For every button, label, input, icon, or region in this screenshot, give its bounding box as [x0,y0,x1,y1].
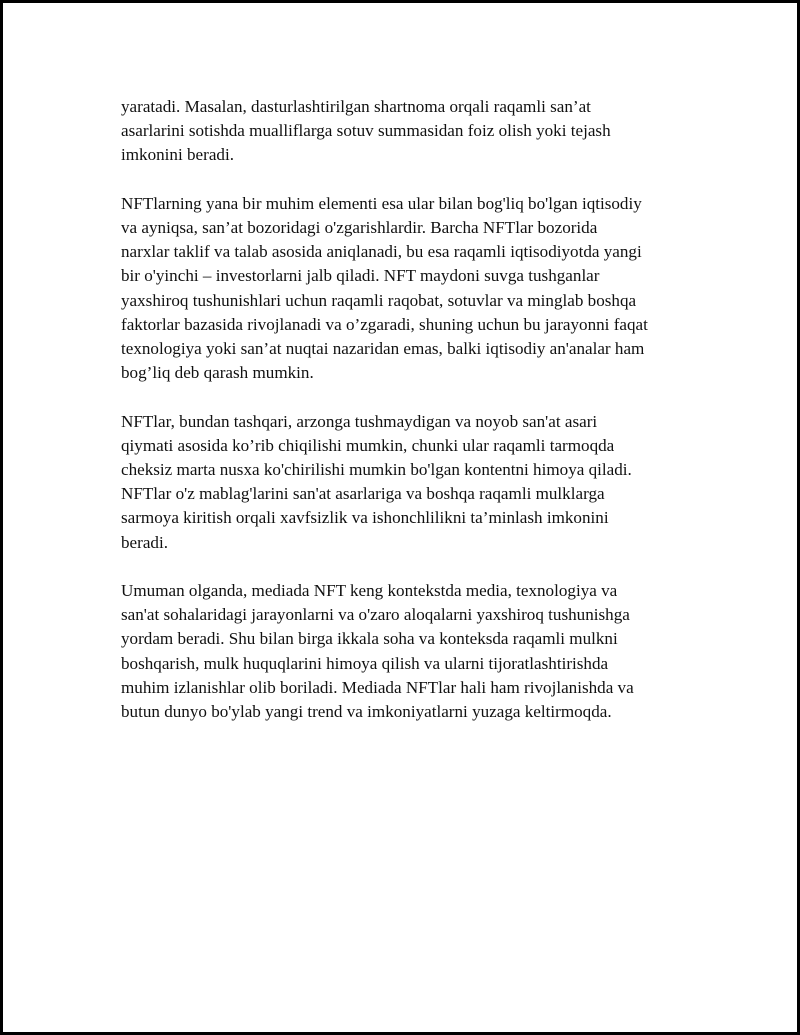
paragraph-4: Umuman olganda, mediada NFT keng kontekstda media, texnologiya va san'at sohalaridagi jarayonlarni va o'zaro aloqalarni yaxshiroq tushunishga yordam beradi. Shu bilan birga ikkala soha va konteksda raqamli mulkni boshqarish, mulk huquqlarini himoya qilish va ularni tijoratlashtirishda muhim izlanishlar olib boriladi. Mediada NFTlar hali ham rivojlanishda va butun dunyo bo'ylab yangi trend va imkoniyatlarni yuzaga keltirmoqda. [121,581,634,722]
paragraph-1: yaratadi. Masalan, dasturlashtirilgan shartnoma orqali raqamli san’at asarlarini sotishda mualliflarga sotuv summasidan foiz olish yoki tejash imkonini beradi. [121,97,611,165]
paragraph-3: NFTlar, bundan tashqari, arzonga tushmaydigan va noyob san'at asari qiymati asosida ko’rib chiqilishi mumkin, chunki ular raqamli tarmoqda cheksiz marta nusxa ko'chirilishi mumkin bo'lgan kontentni himoya qiladi. NFTlar o'z mablag'larini san'at asarlariga va boshqa raqamli mulklarga sarmoya kiritish orqali xavfsizlik va ishonchlilikni ta’minlash imkonini beradi. [121,411,632,552]
paragraph-2: NFTlarning yana bir muhim elementi esa ular bilan bog'liq bo'lgan iqtisodiy va ayniqsa, san’at bozoridagi o'zgarishlardir. Barcha NFTlar bozorida narxlar taklif va talab asosida aniqlanadi, bu esa raqamli iqtisodiyotda yangi bir o'yinchi – investorlarni jalb qiladi. NFT maydoni suvga tushganlar yaxshiroq tushunishlari uchun raqamli raqobat, sotuvlar va minglab boshqa faktorlar bazasida rivojlanadi va o’zgaradi, shuning uchun bu jarayonni faqat texnologiya yoki san’at nuqtai nazaridan emas, balki iqtisodiy an'analar ham bog’liq deb qarash mumkin. [121,193,648,383]
document-body [121,95,701,748]
